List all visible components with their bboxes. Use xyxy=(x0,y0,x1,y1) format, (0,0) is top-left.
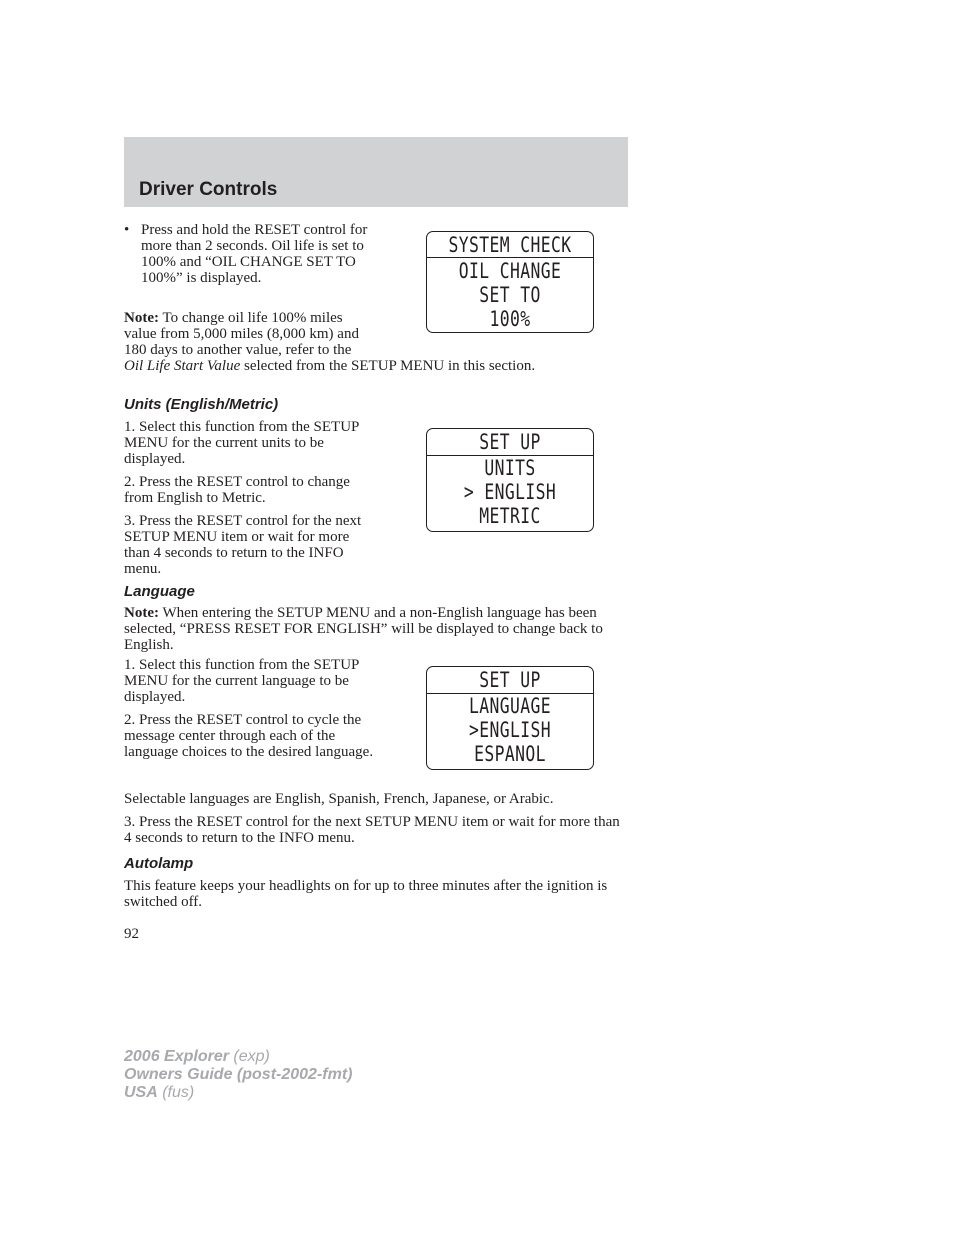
oil-note-part2 xyxy=(124,358,624,374)
note-italic-ref: Oil Life Start Value xyxy=(124,358,241,374)
display-line-3: > ENGLISH xyxy=(463,480,557,504)
footer-model: 2006 Explorer xyxy=(124,1048,229,1065)
footer-model-code: (exp) xyxy=(228,1048,270,1065)
display-line-4: ESPANOL xyxy=(474,742,546,766)
note-label: Note: xyxy=(124,605,159,621)
units-step-1: 1. Select this function from the SETUP MENU for the current units to be displayed. xyxy=(124,419,359,467)
footer-guide: Owners Guide (post-2002-fmt) xyxy=(124,1066,353,1083)
footer-line-2 xyxy=(124,1066,352,1084)
display-divider xyxy=(427,257,593,258)
display-line-1: SET UP xyxy=(479,668,541,692)
autolamp-heading: Autolamp xyxy=(124,855,194,872)
units-heading: Units (English/Metric) xyxy=(124,396,279,413)
languages-list-text: Selectable languages are English, Spanish, French, Japanese, or Arabic. xyxy=(124,791,554,807)
footer-market: USA xyxy=(124,1084,158,1101)
message-center-display-units xyxy=(426,428,594,532)
bullet-item xyxy=(124,222,374,286)
note-text-end: selected from the SETUP MENU in this section. xyxy=(240,358,536,374)
display-line-3: SET TO xyxy=(479,283,541,307)
footer-line-1 xyxy=(124,1048,352,1066)
units-step-2: 2. Press the RESET control to change from English to Metric. xyxy=(124,474,350,506)
note-text: When entering the SETUP MENU and a non-English language has been selected, “PRESS RESET FOR ENGLISH” will be displayed to change back to English. xyxy=(124,605,603,653)
display-line-1: SYSTEM CHECK xyxy=(448,233,572,257)
note-text: To change oil life 100% miles value from 5,000 miles (8,000 km) and 180 days to another value, refer to the xyxy=(124,310,359,358)
language-note xyxy=(124,605,624,653)
section-header-band xyxy=(124,137,628,207)
display-line-2: OIL CHANGE xyxy=(458,259,562,283)
note-label: Note: xyxy=(124,310,159,326)
bullet-marker: • xyxy=(124,222,130,238)
footer-market-code: (fus) xyxy=(157,1084,195,1101)
display-line-4: 100% xyxy=(489,307,531,331)
message-center-display-language xyxy=(426,666,594,770)
oil-note-part1 xyxy=(124,310,374,358)
display-line-3: >ENGLISH xyxy=(468,718,552,742)
autolamp-text: This feature keeps your headlights on for up to three minutes after the ignition is switched off. xyxy=(124,878,608,910)
language-step-1: 1. Select this function from the SETUP MENU for the current language to be displayed. xyxy=(124,657,359,705)
language-step-2: 2. Press the RESET control to cycle the message center through each of the language choices to the desired language. xyxy=(124,712,374,760)
display-line-2: UNITS xyxy=(484,456,536,480)
page-number: 92 xyxy=(124,926,139,942)
language-heading: Language xyxy=(124,583,195,600)
display-line-4: METRIC xyxy=(479,504,541,528)
message-center-display-oil xyxy=(426,231,594,333)
units-step-3: 3. Press the RESET control for the next SETUP MENU item or wait for more than 4 seconds to return to the INFO menu. xyxy=(124,513,362,577)
display-line-2: LANGUAGE xyxy=(468,694,552,718)
bullet-text: Press and hold the RESET control for more than 2 seconds. Oil life is set to 100% and “OIL CHANGE SET TO 100%” is displayed. xyxy=(141,222,368,286)
language-step-3: 3. Press the RESET control for the next SETUP MENU item or wait for more than 4 seconds to return to the INFO menu. xyxy=(124,814,620,846)
document-footer xyxy=(124,1048,352,1102)
section-title: Driver Controls xyxy=(139,179,278,200)
display-line-1: SET UP xyxy=(479,430,541,454)
footer-line-3 xyxy=(124,1084,352,1102)
